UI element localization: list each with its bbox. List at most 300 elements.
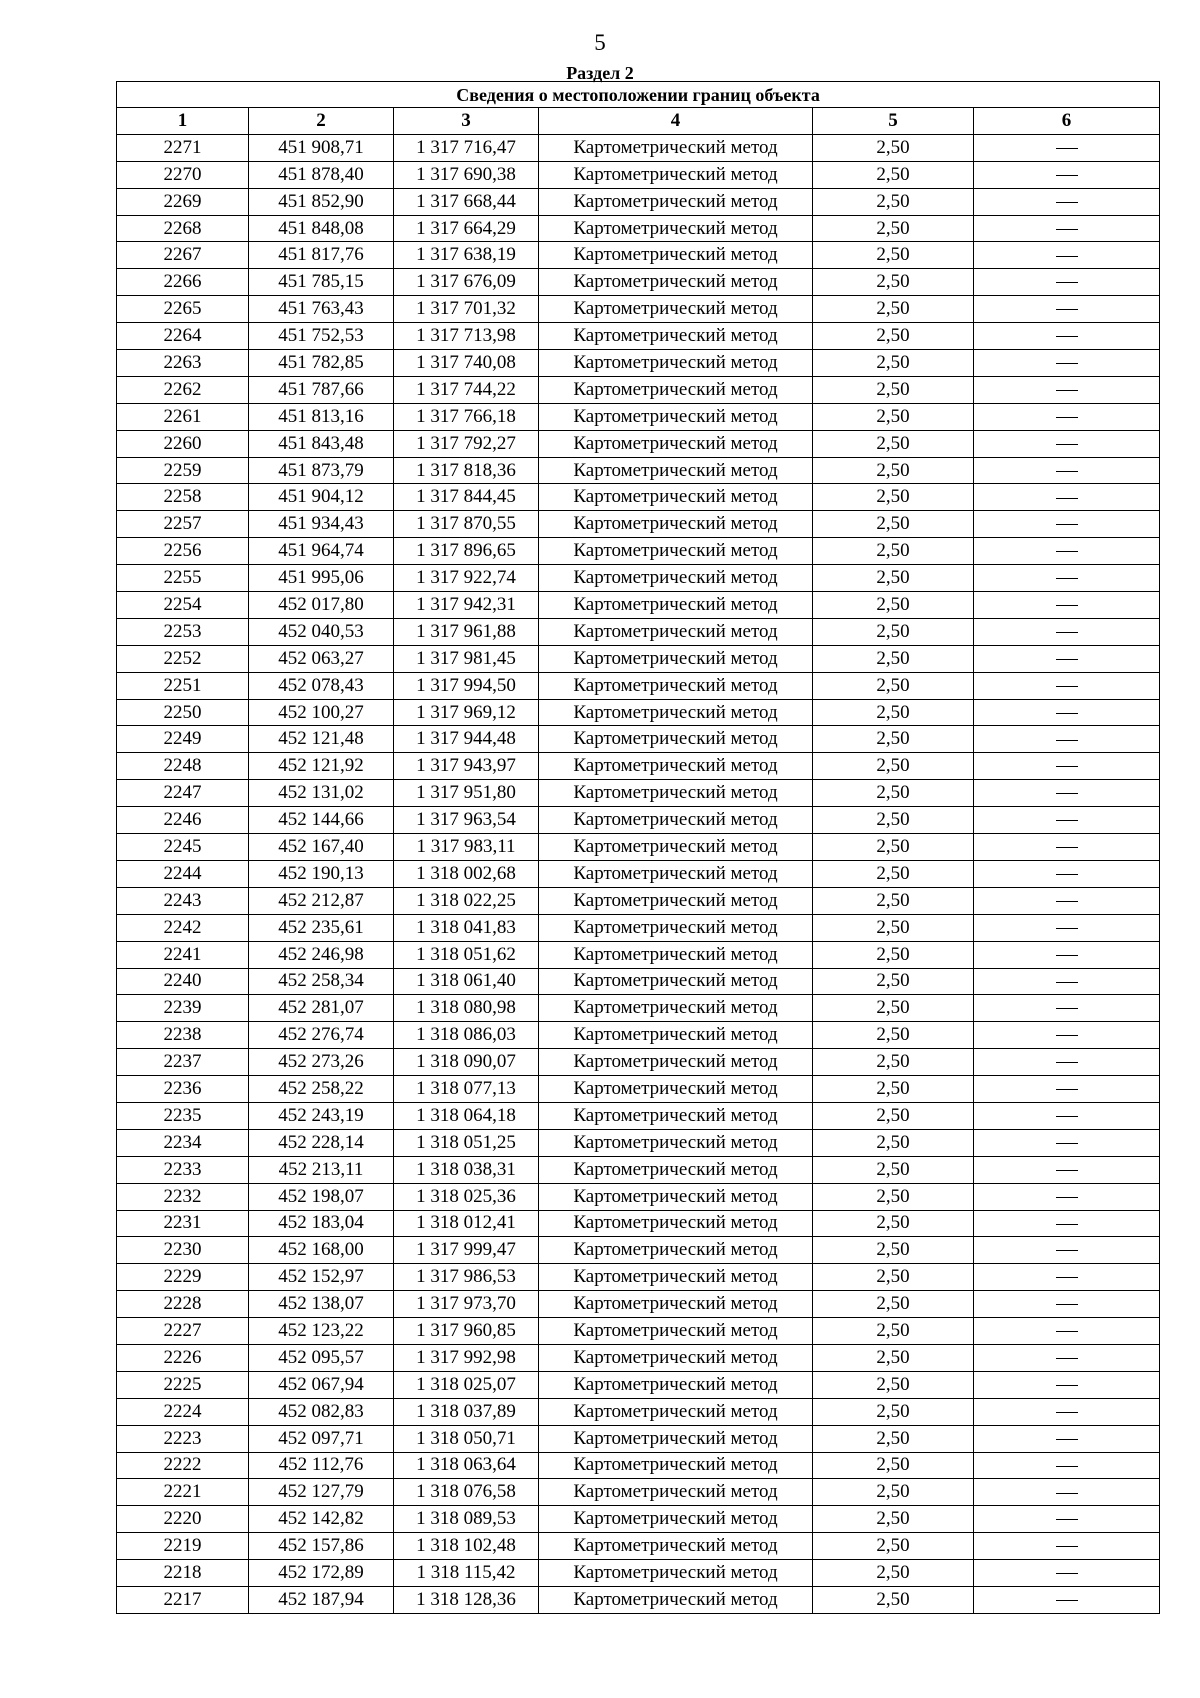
point-number-cell: 2227 <box>117 1318 249 1345</box>
x-coordinate-cell: 452 212,87 <box>249 887 394 914</box>
point-number-cell: 2252 <box>117 645 249 672</box>
y-coordinate-cell: 1 317 638,19 <box>394 242 539 269</box>
table-row <box>117 1237 1160 1264</box>
table-row <box>117 242 1160 269</box>
x-coordinate-cell: 451 843,48 <box>249 430 394 457</box>
accuracy-cell: 2,50 <box>813 1344 974 1371</box>
method-cell: Картометрический метод <box>539 968 813 995</box>
point-number-cell: 2269 <box>117 188 249 215</box>
accuracy-cell: 2,50 <box>813 1318 974 1345</box>
accuracy-cell: 2,50 <box>813 1452 974 1479</box>
dash-mark <box>1056 1250 1078 1251</box>
method-cell: Картометрический метод <box>539 215 813 242</box>
y-coordinate-cell: 1 318 064,18 <box>394 1102 539 1129</box>
x-coordinate-cell: 452 040,53 <box>249 618 394 645</box>
y-coordinate-cell: 1 318 025,36 <box>394 1183 539 1210</box>
y-coordinate-cell: 1 317 994,50 <box>394 672 539 699</box>
y-coordinate-cell: 1 318 090,07 <box>394 1049 539 1076</box>
table-row <box>117 1102 1160 1129</box>
method-cell: Картометрический метод <box>539 941 813 968</box>
description-cell <box>974 1264 1160 1291</box>
accuracy-cell: 2,50 <box>813 1049 974 1076</box>
description-cell <box>974 376 1160 403</box>
y-coordinate-cell: 1 317 766,18 <box>394 403 539 430</box>
method-cell: Картометрический метод <box>539 780 813 807</box>
accuracy-cell: 2,50 <box>813 457 974 484</box>
dash-mark <box>1056 766 1078 767</box>
point-number-cell: 2259 <box>117 457 249 484</box>
description-cell <box>974 887 1160 914</box>
point-number-cell: 2242 <box>117 914 249 941</box>
accuracy-cell: 2,50 <box>813 1506 974 1533</box>
table-row <box>117 807 1160 834</box>
y-coordinate-cell: 1 317 981,45 <box>394 645 539 672</box>
method-cell: Картометрический метод <box>539 1371 813 1398</box>
dash-mark <box>1056 1170 1078 1171</box>
method-cell: Картометрический метод <box>539 618 813 645</box>
x-coordinate-cell: 452 100,27 <box>249 699 394 726</box>
description-cell <box>974 511 1160 538</box>
method-cell: Картометрический метод <box>539 1318 813 1345</box>
table-row <box>117 860 1160 887</box>
y-coordinate-cell: 1 317 668,44 <box>394 188 539 215</box>
x-coordinate-cell: 451 873,79 <box>249 457 394 484</box>
x-coordinate-cell: 451 813,16 <box>249 403 394 430</box>
description-cell <box>974 1022 1160 1049</box>
y-coordinate-cell: 1 318 022,25 <box>394 887 539 914</box>
point-number-cell: 2268 <box>117 215 249 242</box>
description-cell <box>974 1398 1160 1425</box>
method-cell: Картометрический метод <box>539 914 813 941</box>
method-cell: Картометрический метод <box>539 1076 813 1103</box>
dash-mark <box>1056 1385 1078 1386</box>
method-cell: Картометрический метод <box>539 1560 813 1587</box>
x-coordinate-cell: 452 142,82 <box>249 1506 394 1533</box>
accuracy-cell: 2,50 <box>813 538 974 565</box>
method-cell: Картометрический метод <box>539 376 813 403</box>
description-cell <box>974 699 1160 726</box>
accuracy-cell: 2,50 <box>813 753 974 780</box>
table-row <box>117 484 1160 511</box>
method-cell: Картометрический метод <box>539 457 813 484</box>
dash-mark <box>1056 928 1078 929</box>
x-coordinate-cell: 452 121,92 <box>249 753 394 780</box>
accuracy-cell: 2,50 <box>813 860 974 887</box>
x-coordinate-cell: 452 276,74 <box>249 1022 394 1049</box>
y-coordinate-cell: 1 317 701,32 <box>394 296 539 323</box>
accuracy-cell: 2,50 <box>813 134 974 161</box>
table-row <box>117 1586 1160 1613</box>
point-number-cell: 2266 <box>117 269 249 296</box>
method-cell: Картометрический метод <box>539 484 813 511</box>
table-row <box>117 1264 1160 1291</box>
point-number-cell: 2238 <box>117 1022 249 1049</box>
dash-mark <box>1056 471 1078 472</box>
method-cell: Картометрический метод <box>539 188 813 215</box>
accuracy-cell: 2,50 <box>813 699 974 726</box>
accuracy-cell: 2,50 <box>813 1371 974 1398</box>
description-cell <box>974 592 1160 619</box>
x-coordinate-cell: 452 198,07 <box>249 1183 394 1210</box>
dash-mark <box>1056 444 1078 445</box>
accuracy-cell: 2,50 <box>813 511 974 538</box>
dash-mark <box>1056 1412 1078 1413</box>
point-number-cell: 2257 <box>117 511 249 538</box>
x-coordinate-cell: 452 243,19 <box>249 1102 394 1129</box>
dash-mark <box>1056 578 1078 579</box>
method-cell: Картометрический метод <box>539 511 813 538</box>
x-coordinate-cell: 452 063,27 <box>249 645 394 672</box>
table-row <box>117 887 1160 914</box>
dash-mark <box>1056 551 1078 552</box>
table-row <box>117 403 1160 430</box>
x-coordinate-cell: 452 121,48 <box>249 726 394 753</box>
method-cell: Картометрический метод <box>539 1210 813 1237</box>
dash-mark <box>1056 1546 1078 1547</box>
table-row <box>117 188 1160 215</box>
point-number-cell: 2239 <box>117 995 249 1022</box>
accuracy-cell: 2,50 <box>813 941 974 968</box>
method-cell: Картометрический метод <box>539 350 813 377</box>
y-coordinate-cell: 1 318 050,71 <box>394 1425 539 1452</box>
method-cell: Картометрический метод <box>539 753 813 780</box>
column-header: 2 <box>249 108 394 135</box>
point-number-cell: 2251 <box>117 672 249 699</box>
point-number-cell: 2237 <box>117 1049 249 1076</box>
x-coordinate-cell: 451 787,66 <box>249 376 394 403</box>
description-cell <box>974 188 1160 215</box>
table-row <box>117 941 1160 968</box>
point-number-cell: 2240 <box>117 968 249 995</box>
x-coordinate-cell: 451 782,85 <box>249 350 394 377</box>
point-number-cell: 2217 <box>117 1586 249 1613</box>
dash-mark <box>1056 229 1078 230</box>
description-cell <box>974 1049 1160 1076</box>
point-number-cell: 2270 <box>117 161 249 188</box>
table-row <box>117 1533 1160 1560</box>
table-row <box>117 780 1160 807</box>
y-coordinate-cell: 1 317 969,12 <box>394 699 539 726</box>
table-caption-row <box>117 82 1160 108</box>
dash-mark <box>1056 363 1078 364</box>
table-row <box>117 134 1160 161</box>
dash-mark <box>1056 874 1078 875</box>
point-number-cell: 2254 <box>117 592 249 619</box>
accuracy-cell: 2,50 <box>813 1586 974 1613</box>
table-row <box>117 1210 1160 1237</box>
accuracy-cell: 2,50 <box>813 430 974 457</box>
dash-mark <box>1056 498 1078 499</box>
method-cell: Картометрический метод <box>539 242 813 269</box>
table-row <box>117 645 1160 672</box>
dash-mark <box>1056 1143 1078 1144</box>
y-coordinate-cell: 1 318 037,89 <box>394 1398 539 1425</box>
point-number-cell: 2263 <box>117 350 249 377</box>
description-cell <box>974 323 1160 350</box>
y-coordinate-cell: 1 317 818,36 <box>394 457 539 484</box>
dash-mark <box>1056 686 1078 687</box>
y-coordinate-cell: 1 317 983,11 <box>394 834 539 861</box>
description-cell <box>974 296 1160 323</box>
section-title: Раздел 2 <box>566 63 634 83</box>
y-coordinate-cell: 1 317 744,22 <box>394 376 539 403</box>
dash-mark <box>1056 1277 1078 1278</box>
accuracy-cell: 2,50 <box>813 1129 974 1156</box>
dash-mark <box>1056 202 1078 203</box>
accuracy-cell: 2,50 <box>813 215 974 242</box>
table-row <box>117 296 1160 323</box>
method-cell: Картометрический метод <box>539 1452 813 1479</box>
dash-mark <box>1056 793 1078 794</box>
description-cell <box>974 807 1160 834</box>
description-cell <box>974 430 1160 457</box>
x-coordinate-cell: 452 235,61 <box>249 914 394 941</box>
x-coordinate-cell: 452 258,34 <box>249 968 394 995</box>
table-row <box>117 1425 1160 1452</box>
y-coordinate-cell: 1 317 676,09 <box>394 269 539 296</box>
point-number-cell: 2234 <box>117 1129 249 1156</box>
accuracy-cell: 2,50 <box>813 1425 974 1452</box>
point-number-cell: 2247 <box>117 780 249 807</box>
y-coordinate-cell: 1 318 061,40 <box>394 968 539 995</box>
description-cell <box>974 457 1160 484</box>
description-cell <box>974 672 1160 699</box>
table-row <box>117 1398 1160 1425</box>
x-coordinate-cell: 451 752,53 <box>249 323 394 350</box>
method-cell: Картометрический метод <box>539 1344 813 1371</box>
table-row <box>117 753 1160 780</box>
accuracy-cell: 2,50 <box>813 269 974 296</box>
y-coordinate-cell: 1 317 951,80 <box>394 780 539 807</box>
dash-mark <box>1056 740 1078 741</box>
table-row <box>117 269 1160 296</box>
table-body <box>117 134 1160 1613</box>
accuracy-cell: 2,50 <box>813 1076 974 1103</box>
point-number-cell: 2245 <box>117 834 249 861</box>
method-cell: Картометрический метод <box>539 1237 813 1264</box>
dash-mark <box>1056 955 1078 956</box>
description-cell <box>974 941 1160 968</box>
dash-mark <box>1056 1493 1078 1494</box>
point-number-cell: 2228 <box>117 1291 249 1318</box>
point-number-cell: 2224 <box>117 1398 249 1425</box>
table-row <box>117 1183 1160 1210</box>
column-header: 6 <box>974 108 1160 135</box>
description-cell <box>974 968 1160 995</box>
method-cell: Картометрический метод <box>539 887 813 914</box>
accuracy-cell: 2,50 <box>813 1022 974 1049</box>
y-coordinate-cell: 1 317 992,98 <box>394 1344 539 1371</box>
table-row <box>117 1560 1160 1587</box>
dash-mark <box>1056 1062 1078 1063</box>
point-number-cell: 2264 <box>117 323 249 350</box>
method-cell: Картометрический метод <box>539 1264 813 1291</box>
point-number-cell: 2230 <box>117 1237 249 1264</box>
dash-mark <box>1056 1089 1078 1090</box>
dash-mark <box>1056 1519 1078 1520</box>
y-coordinate-cell: 1 317 870,55 <box>394 511 539 538</box>
y-coordinate-cell: 1 318 063,64 <box>394 1452 539 1479</box>
description-cell <box>974 1129 1160 1156</box>
description-cell <box>974 1291 1160 1318</box>
dash-mark <box>1056 982 1078 983</box>
point-number-cell: 2222 <box>117 1452 249 1479</box>
description-cell <box>974 1452 1160 1479</box>
dash-mark <box>1056 256 1078 257</box>
point-number-cell: 2256 <box>117 538 249 565</box>
description-cell <box>974 215 1160 242</box>
x-coordinate-cell: 451 785,15 <box>249 269 394 296</box>
y-coordinate-cell: 1 318 051,25 <box>394 1129 539 1156</box>
dash-mark <box>1056 175 1078 176</box>
dash-mark <box>1056 659 1078 660</box>
y-coordinate-cell: 1 317 961,88 <box>394 618 539 645</box>
y-coordinate-cell: 1 318 086,03 <box>394 1022 539 1049</box>
x-coordinate-cell: 451 934,43 <box>249 511 394 538</box>
accuracy-cell: 2,50 <box>813 1560 974 1587</box>
description-cell <box>974 618 1160 645</box>
y-coordinate-cell: 1 317 999,47 <box>394 1237 539 1264</box>
accuracy-cell: 2,50 <box>813 1264 974 1291</box>
x-coordinate-cell: 452 273,26 <box>249 1049 394 1076</box>
table-row <box>117 834 1160 861</box>
point-number-cell: 2255 <box>117 565 249 592</box>
y-coordinate-cell: 1 318 115,42 <box>394 1560 539 1587</box>
x-coordinate-cell: 452 138,07 <box>249 1291 394 1318</box>
method-cell: Картометрический метод <box>539 1586 813 1613</box>
point-number-cell: 2267 <box>117 242 249 269</box>
dash-mark <box>1056 632 1078 633</box>
table-row <box>117 618 1160 645</box>
method-cell: Картометрический метод <box>539 269 813 296</box>
method-cell: Картометрический метод <box>539 134 813 161</box>
accuracy-cell: 2,50 <box>813 1398 974 1425</box>
dash-mark <box>1056 390 1078 391</box>
x-coordinate-cell: 452 172,89 <box>249 1560 394 1587</box>
description-cell <box>974 914 1160 941</box>
table-row <box>117 1479 1160 1506</box>
description-cell <box>974 161 1160 188</box>
method-cell: Картометрический метод <box>539 1022 813 1049</box>
description-cell <box>974 134 1160 161</box>
description-cell <box>974 753 1160 780</box>
description-cell <box>974 995 1160 1022</box>
method-cell: Картометрический метод <box>539 1183 813 1210</box>
method-cell: Картометрический метод <box>539 538 813 565</box>
point-number-cell: 2258 <box>117 484 249 511</box>
method-cell: Картометрический метод <box>539 995 813 1022</box>
dash-mark <box>1056 1035 1078 1036</box>
description-cell <box>974 1102 1160 1129</box>
point-number-cell: 2219 <box>117 1533 249 1560</box>
dash-mark <box>1056 309 1078 310</box>
table-row <box>117 995 1160 1022</box>
point-number-cell: 2262 <box>117 376 249 403</box>
accuracy-cell: 2,50 <box>813 350 974 377</box>
dash-mark <box>1056 713 1078 714</box>
method-cell: Картометрический метод <box>539 860 813 887</box>
method-cell: Картометрический метод <box>539 592 813 619</box>
column-header: 4 <box>539 108 813 135</box>
dash-mark <box>1056 1439 1078 1440</box>
method-cell: Картометрический метод <box>539 161 813 188</box>
accuracy-cell: 2,50 <box>813 672 974 699</box>
point-number-cell: 2244 <box>117 860 249 887</box>
accuracy-cell: 2,50 <box>813 726 974 753</box>
description-cell <box>974 834 1160 861</box>
point-number-cell: 2248 <box>117 753 249 780</box>
method-cell: Картометрический метод <box>539 672 813 699</box>
table-caption: Сведения о местоположении границ объекта <box>117 82 1160 108</box>
table-row <box>117 430 1160 457</box>
point-number-cell: 2243 <box>117 887 249 914</box>
description-cell <box>974 269 1160 296</box>
point-number-cell: 2223 <box>117 1425 249 1452</box>
method-cell: Картометрический метод <box>539 1533 813 1560</box>
x-coordinate-cell: 452 157,86 <box>249 1533 394 1560</box>
description-cell <box>974 645 1160 672</box>
x-coordinate-cell: 451 852,90 <box>249 188 394 215</box>
table-row <box>117 1506 1160 1533</box>
description-cell <box>974 1586 1160 1613</box>
table-row <box>117 968 1160 995</box>
point-number-cell: 2232 <box>117 1183 249 1210</box>
x-coordinate-cell: 452 213,11 <box>249 1156 394 1183</box>
method-cell: Картометрический метод <box>539 1102 813 1129</box>
method-cell: Картометрический метод <box>539 565 813 592</box>
y-coordinate-cell: 1 317 963,54 <box>394 807 539 834</box>
dash-mark <box>1056 524 1078 525</box>
y-coordinate-cell: 1 318 077,13 <box>394 1076 539 1103</box>
description-cell <box>974 1237 1160 1264</box>
method-cell: Картометрический метод <box>539 1129 813 1156</box>
dash-mark <box>1056 417 1078 418</box>
dash-mark <box>1056 282 1078 283</box>
point-number-cell: 2249 <box>117 726 249 753</box>
dash-mark <box>1056 1358 1078 1359</box>
table-row <box>117 161 1160 188</box>
table-row <box>117 672 1160 699</box>
table-row <box>117 376 1160 403</box>
description-cell <box>974 1344 1160 1371</box>
dash-mark <box>1056 336 1078 337</box>
page-number: 5 <box>594 30 606 55</box>
accuracy-cell: 2,50 <box>813 242 974 269</box>
point-number-cell: 2236 <box>117 1076 249 1103</box>
description-cell <box>974 565 1160 592</box>
y-coordinate-cell: 1 317 986,53 <box>394 1264 539 1291</box>
description-cell <box>974 242 1160 269</box>
description-cell <box>974 1210 1160 1237</box>
x-coordinate-cell: 452 281,07 <box>249 995 394 1022</box>
point-number-cell: 2229 <box>117 1264 249 1291</box>
accuracy-cell: 2,50 <box>813 323 974 350</box>
description-cell <box>974 860 1160 887</box>
table-header-row <box>117 108 1160 135</box>
y-coordinate-cell: 1 317 792,27 <box>394 430 539 457</box>
table-row <box>117 1076 1160 1103</box>
table-row <box>117 1318 1160 1345</box>
dash-mark <box>1056 901 1078 902</box>
table-row <box>117 1022 1160 1049</box>
description-cell <box>974 1479 1160 1506</box>
dash-mark <box>1056 1304 1078 1305</box>
table-row <box>117 699 1160 726</box>
method-cell: Картометрический метод <box>539 834 813 861</box>
table-row <box>117 1156 1160 1183</box>
y-coordinate-cell: 1 318 025,07 <box>394 1371 539 1398</box>
accuracy-cell: 2,50 <box>813 1479 974 1506</box>
